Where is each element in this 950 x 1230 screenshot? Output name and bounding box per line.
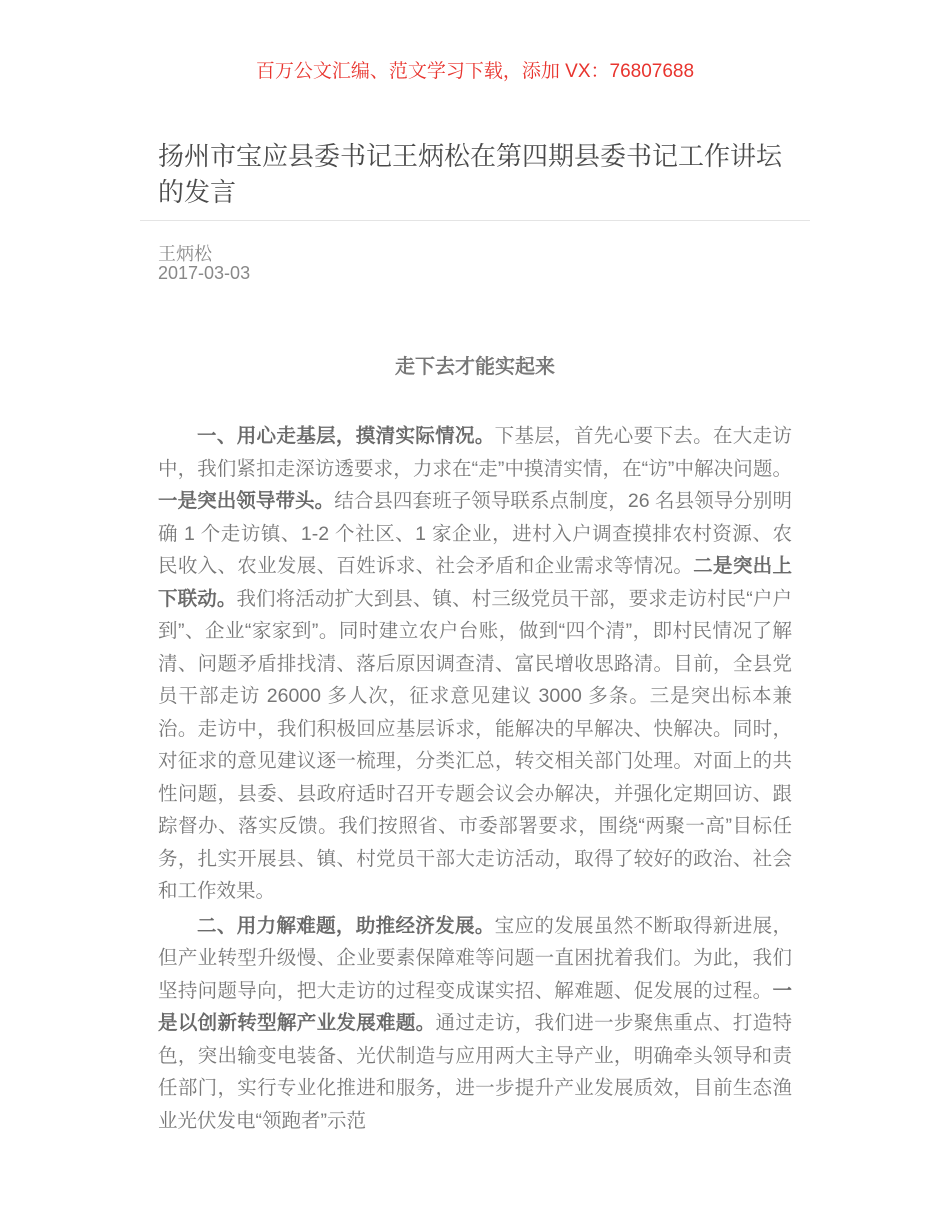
- paragraph: [158, 420, 792, 908]
- publish-date: 2017-03-03: [158, 263, 251, 283]
- article-title: 扬州市宝应县委书记王炳松在第四期县委书记工作讲坛的发言: [158, 141, 783, 207]
- bold-point: 二是突出上下联动。: [158, 555, 792, 610]
- text: 宝应的发展虽然不断取得新进展，但产业转型升级慢、企业要素保障难等问题一直困扰着我们。为此，我们坚持问题导向，把大走访的过程变成谋实招、解难题、促发展的过程。: [158, 914, 792, 1002]
- divider: [140, 220, 810, 221]
- text: 结合县四套班子领导联系点制度，26 名县领导分别明确 1 个走访镇、1-2 个社区、1 家企业，进村入户调查摸排农村资源、农民收入、农业发展、百姓诉求、社会矛盾和企业需求等情况。: [158, 490, 792, 577]
- header-banner: 百万公文汇编、范文学习下载，添加 VX：76807688: [255, 61, 695, 82]
- bold-lead: 二、用力解难题，助推经济发展。: [197, 914, 495, 937]
- bold-point: 一是突出领导带头。: [158, 490, 335, 512]
- paragraph: [158, 910, 792, 1138]
- text: 我们将活动扩大到县、镇、村三级党员干部，要求走访村民“户户到”、企业“家家到”。同时建立农户台账，做到“四个清”，即村民情况了解清、问题矛盾排找清、落后原因调查清、富民增收思路清。目前，全县党员干部走访 26000 多人次，征求意见建议 3000 多条。三是突出标本兼治。走访中，我们积极回应基层诉求，能解决的早解决、快解决。同时，对征求的意见建议逐一梳理，分类汇总，转交相关部门处理。对面上的共性问题，县委、县政府适时召开专题会议会办解决，并强化定期回访、跟踪督办、落实反馈。我们按照省、市委部署要求，围绕“两聚一高”目标任务，扎实开展县、镇、村党员干部大走访活动，取得了较好的政治、社会和工作效果。: [158, 587, 792, 902]
- text: 通过走访，我们进一步聚焦重点、打造特色，突出输变电装备、光伏制造与应用两大主导产业，明确牵头领导和责任部门，实行专业化推进和服务，进一步提升产业发展质效，目前生态渔业光伏发电“领跑者”示范: [158, 1012, 792, 1132]
- text: 下基层，首先心要下去。在大走访中，我们紧扣走深访透要求，力求在“走”中摸清实情，在“访”中解决问题。: [158, 425, 792, 480]
- article-body: [158, 420, 792, 1139]
- bold-lead: 一、用心走基层，摸清实际情况。: [197, 425, 495, 447]
- section-heading: 走下去才能实起来: [395, 356, 555, 378]
- author: 王炳松: [158, 244, 212, 264]
- bold-point: 一是以创新转型解产业发展难题。: [158, 979, 792, 1034]
